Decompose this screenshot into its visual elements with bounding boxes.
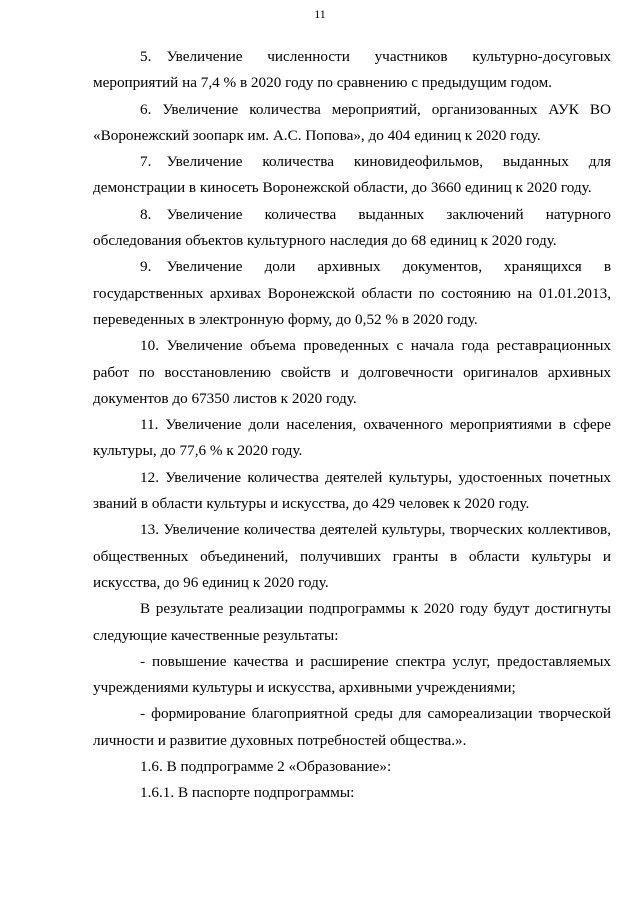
- paragraph-item-12: 12. Увеличение количества деятелей культуры, удостоенных почетных званий в области культуры и искусства, до 429 человек к 2020 году.: [93, 468, 611, 513]
- page-number: 11: [314, 7, 326, 21]
- paragraph-section-1-6: 1.6. В подпрограмме 2 «Образование»:: [140, 758, 392, 776]
- paragraph-item-5: 5. Увеличение численности участников культурно-досуговых мероприятий на 7,4 % в 2020 году по сравнению с предыдущим годом.: [93, 48, 611, 92]
- paragraph-result-bullet-2: - формирование благоприятной среды для самореализации творческой личности и развитие духовных потребностей общества.».: [93, 705, 611, 749]
- paragraph-results-intro: В результате реализации подпрограммы к 2020 году будут достигнуты следующие качественные результаты:: [93, 600, 611, 644]
- document-body: [93, 44, 611, 807]
- paragraph-item-7: 7. Увеличение количества киновидеофильмов, выданных для демонстрации в киносеть Воронежской области, до 3660 единиц к 2020 году.: [93, 153, 611, 197]
- paragraph-item-9: 9. Увеличение доли архивных документов, хранящихся в государственных архивах Воронежской области по состоянию на 01.01.2013, переведенных в электронную форму, до 0,52 % в 2020 году.: [93, 258, 611, 328]
- paragraph-item-6: 6. Увеличение количества мероприятий, организованных АУК ВО «Воронежский зоопарк им. А.С. Попова», до 404 единиц к 2020 году.: [93, 100, 611, 144]
- paragraph-section-1-6-1: 1.6.1. В паспорте подпрограммы:: [140, 784, 355, 802]
- paragraph-item-10: 10. Увеличение объема проведенных с начала года реставрационных работ по восстановлению свойств и долговечности оригиналов архивных документов до 67350 листов к 2020 году.: [93, 337, 611, 407]
- paragraph-item-11: 11. Увеличение доли населения, охваченного мероприятиями в сфере культуры, до 77,6 % к 2020 году.: [93, 416, 611, 460]
- paragraph-item-8: 8. Увеличение количества выданных заключений натурного обследования объектов культурного наследия до 68 единиц к 2020 году.: [93, 205, 611, 250]
- paragraph-result-bullet-1: - повышение качества и расширение спектра услуг, предоставляемых учреждениями культуры и искусства, архивными учреждениями;: [93, 652, 611, 697]
- paragraph-item-13: 13. Увеличение количества деятелей культуры, творческих коллективов, общественных объединений, получивших гранты в области культуры и искусства, до 96 единиц к 2020 году.: [93, 521, 611, 591]
